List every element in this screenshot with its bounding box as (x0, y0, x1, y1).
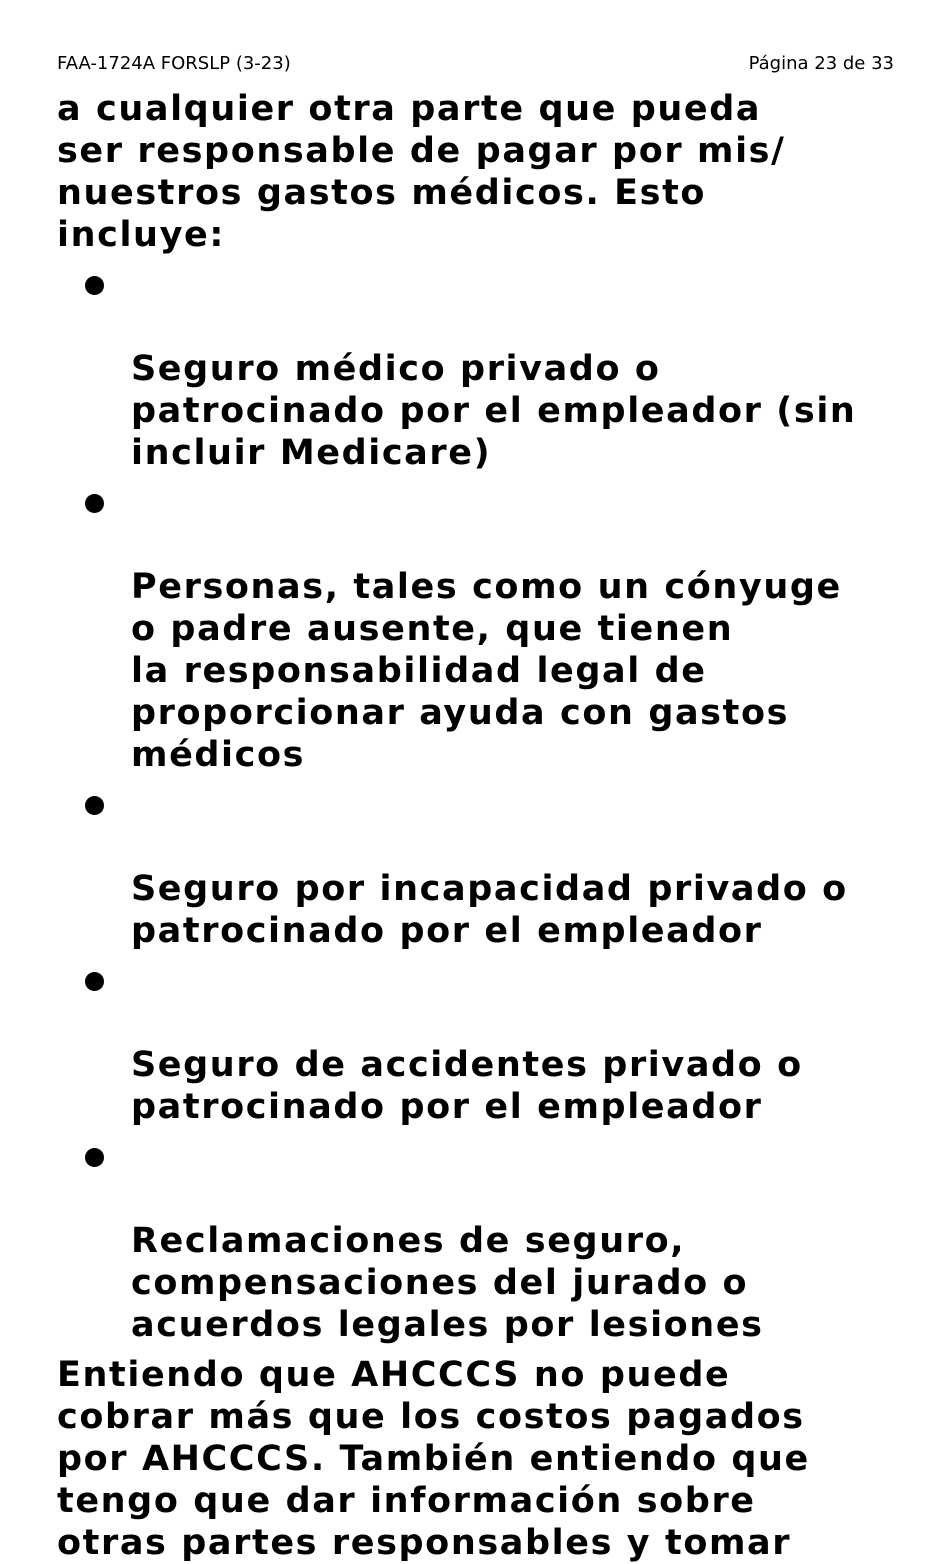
list-item-text: Reclamaciones de seguro, compensaciones del jurado o acuerdos legales por lesiones (131, 1221, 764, 1345)
intro-paragraph: a cualquier otra parte que pueda ser responsable de pagar por mis/ nuestros gastos médicos. Esto incluye: (57, 89, 786, 255)
list-item-text: Seguro médico privado o patrocinado por el empleador (sin incluir Medicare) (131, 349, 857, 473)
list-item-text: Seguro de accidentes privado o patrocinado por el empleador (131, 1045, 803, 1127)
list-item (57, 960, 927, 1128)
list-item-text: Seguro por incapacidad privado o patrocinado por el empleador (131, 869, 848, 951)
bullet-icon (85, 1148, 104, 1167)
bullet-icon (85, 972, 104, 991)
list-item (57, 264, 927, 474)
bullet-icon (85, 796, 104, 815)
list-item (57, 482, 927, 776)
bullet-icon (85, 494, 104, 513)
list-item-text: Personas, tales como un cónyuge o padre ausente, que tienen la responsabilidad legal de proporcionar ayuda con gastos médicos (131, 567, 842, 775)
closing-paragraph: Entiendo que AHCCCS no puede cobrar más que los costos pagados por AHCCCS. También entiendo que tengo que dar información sobre otras partes responsables y tomar (57, 1355, 810, 1563)
coverage-list (57, 264, 927, 1346)
list-item (57, 784, 927, 952)
document-body (57, 88, 927, 1564)
page-header (57, 52, 894, 76)
bullet-icon (85, 276, 104, 295)
page-number: Página 23 de 33 (748, 53, 894, 74)
form-id: FAA-1724A FORSLP (3-23) (57, 53, 291, 74)
list-item (57, 1136, 927, 1346)
